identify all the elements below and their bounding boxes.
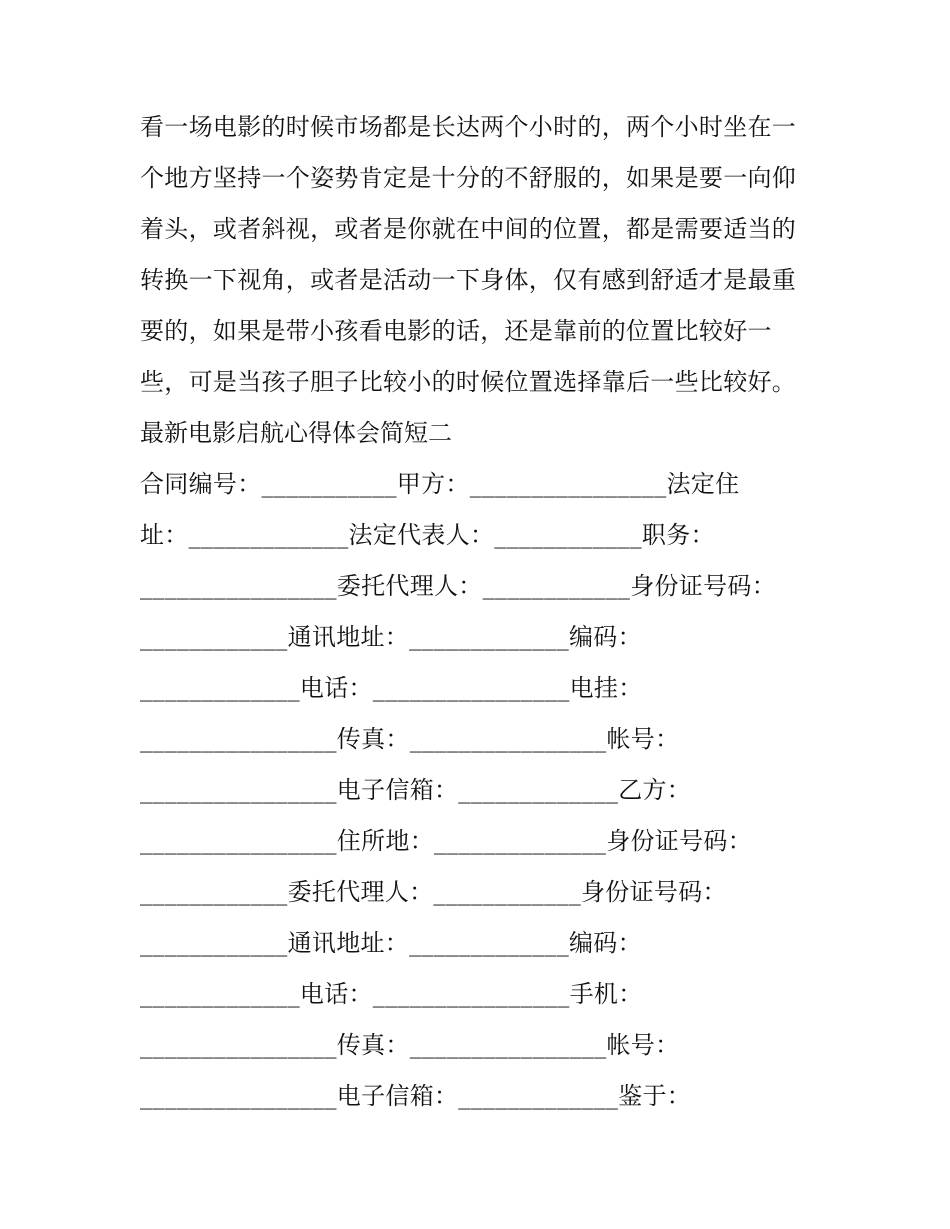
- contract-line: ________________传真：________________帐号：: [140, 1031, 680, 1059]
- section-title: 最新电影启航心得体会简短二: [140, 419, 452, 447]
- contract-line: _____________电话：________________手机：: [140, 980, 643, 1008]
- paragraph-line: 个地方坚持一个姿势肯定是十分的不舒服的，如果是要一向仰: [140, 164, 797, 192]
- contract-line: _____________电话：________________电挂：: [140, 674, 643, 702]
- paragraph-line: 着头，或者斜视，或者是你就在中间的位置，都是需要适当的: [140, 215, 797, 243]
- contract-line: ____________通讯地址：_____________编码：: [140, 929, 642, 957]
- contract-line: ________________电子信箱：_____________乙方：: [140, 776, 692, 804]
- contract-line: 址：_____________法定代表人：____________职务：: [140, 521, 715, 549]
- contract-line: 合同编号：___________甲方：________________法定住: [140, 470, 740, 498]
- contract-line: ____________通讯地址：_____________编码：: [140, 623, 642, 651]
- contract-line: ____________委托代理人：____________身份证号码：: [140, 878, 727, 906]
- paragraph-line: 些，可是当孩子胆子比较小的时候位置选择靠后一些比较好。: [140, 368, 797, 396]
- contract-line: ________________委托代理人：____________身份证号码：: [140, 572, 776, 600]
- paragraph-line: 要的，如果是带小孩看电影的话，还是靠前的位置比较好一: [140, 317, 772, 345]
- contract-line: ________________电子信箱：_____________鉴于：: [140, 1082, 692, 1110]
- contract-line: ________________传真：________________帐号：: [140, 725, 680, 753]
- contract-line: ________________住所地：______________身份证号码：: [140, 827, 752, 855]
- paragraph-line: 看一场电影的时候市场都是长达两个小时的，两个小时坐在一: [140, 113, 797, 141]
- paragraph-line: 转换一下视角，或者是活动一下身体，仅有感到舒适才是最重: [140, 266, 797, 294]
